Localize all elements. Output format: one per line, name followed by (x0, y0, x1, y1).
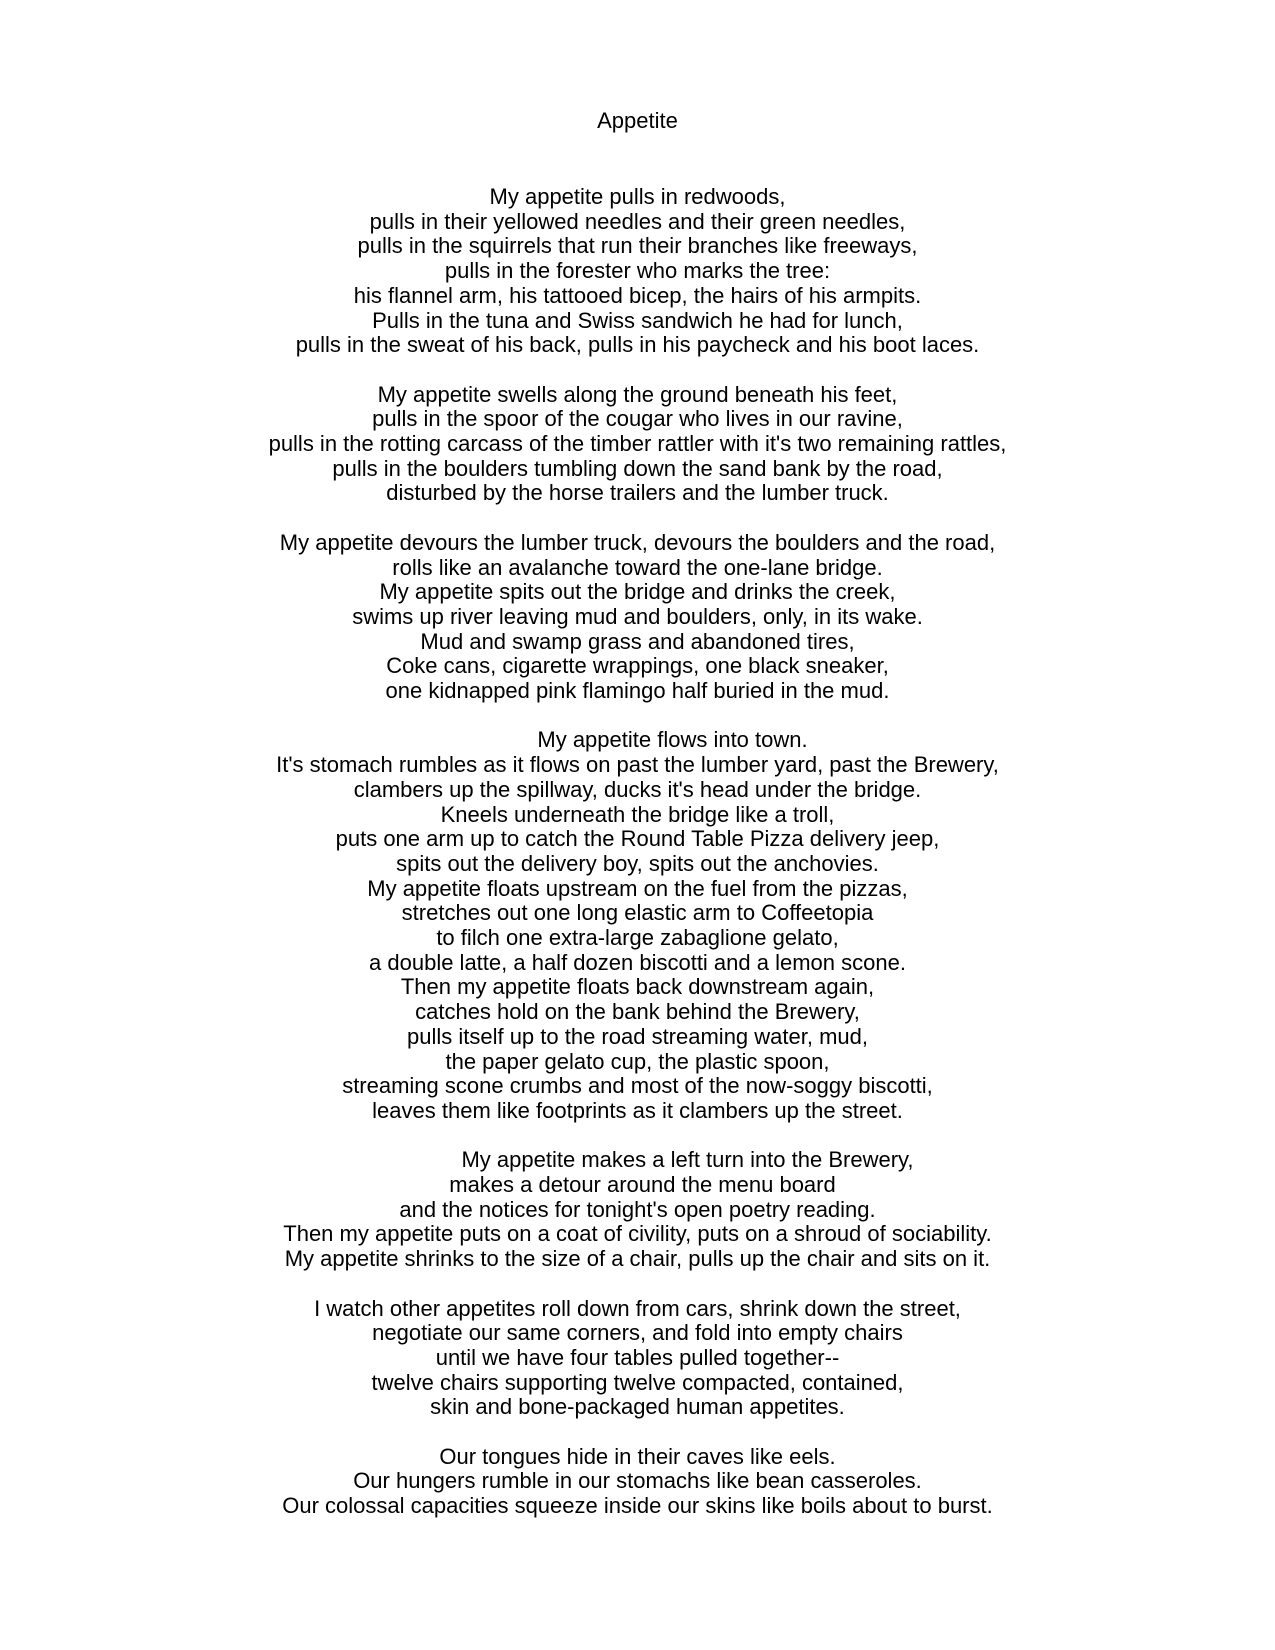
poem-line: pulls itself up to the road streaming water, mud, (406, 1023, 868, 1049)
poem-line: disturbed by the horse trailers and the lumber truck. (386, 480, 889, 506)
poem-line: My appetite shrinks to the size of a chair, pulls up the chair and sits on it. (284, 1246, 991, 1272)
poem-line: My appetite pulls in redwoods, (489, 184, 786, 209)
poem-line: to filch one extra-large zabaglione gelato, (436, 925, 839, 951)
poem-line: catches hold on the bank behind the Brewery, (415, 999, 860, 1025)
poem-title: Appetite (597, 108, 678, 133)
poem-line: swims up river leaving mud and boulders, only, in its wake. (352, 603, 923, 629)
stanza-6 (0, 1297, 1275, 1421)
poem-line: Our colossal capacities squeeze inside our skins like boils about to burst. (282, 1493, 993, 1519)
poem-line: stretches out one long elastic arm to Coffeetopia (401, 900, 874, 926)
poem-line: pulls in the rotting carcass of the timber rattler with it's two remaining rattles, (268, 431, 1007, 457)
poem-line: My appetite makes a left turn into the Brewery, (461, 1147, 914, 1173)
poem-line: the paper gelato cup, the plastic spoon, (445, 1048, 830, 1074)
poem-line: spits out the delivery boy, spits out the anchovies. (396, 850, 879, 876)
poem-line: his flannel arm, his tattooed bicep, the hairs of his armpits. (353, 282, 922, 308)
poem-line: My appetite flows into town. (537, 727, 808, 753)
poem-line: negotiate our same corners, and fold into empty chairs (372, 1320, 903, 1346)
poem-line: puts one arm up to catch the Round Table Pizza delivery jeep, (335, 826, 940, 852)
poem-line: pulls in the squirrels that run their branches like freeways, (357, 233, 918, 259)
poem-line: Our hungers rumble in our stomachs like bean casseroles. (353, 1468, 922, 1494)
stanza-2 (0, 383, 1275, 507)
poem-line: and the notices for tonight's open poetry reading. (399, 1196, 876, 1222)
stanza-4 (0, 728, 1275, 1123)
poem-line: Pulls in the tuna and Swiss sandwich he had for lunch, (372, 307, 903, 333)
poem-line: Then my appetite floats back downstream again, (400, 974, 875, 1000)
poem-line: I watch other appetites roll down from cars, shrink down the street, (314, 1295, 961, 1321)
poem-line: pulls in their yellowed needles and their green needles, (369, 208, 906, 234)
poem-line: My appetite devours the lumber truck, devours the boulders and the road, (279, 529, 996, 555)
poem-line: pulls in the spoor of the cougar who lives in our ravine, (372, 406, 903, 432)
poem-line: rolls like an avalanche toward the one-lane bridge. (392, 554, 883, 580)
poem-line: twelve chairs supporting twelve compacted, contained, (371, 1369, 904, 1395)
poem-line: skin and bone-packaged human appetites. (430, 1394, 845, 1420)
poem-line: My appetite spits out the bridge and drinks the creek, (379, 579, 896, 605)
stanza-3 (0, 531, 1275, 704)
poem-line: leaves them like footprints as it clambers up the street. (372, 1097, 903, 1123)
poem-line: My appetite swells along the ground beneath his feet, (377, 381, 898, 407)
stanza-5 (0, 1148, 1275, 1272)
poem-body (0, 185, 1275, 1519)
poem-line: Kneels underneath the bridge like a troll, (440, 801, 835, 827)
poem-line: Our tongues hide in their caves like eels. (439, 1443, 836, 1469)
poem-line: makes a detour around the menu board (449, 1172, 836, 1198)
stanza-7 (0, 1445, 1275, 1519)
poem-line: pulls in the boulders tumbling down the sand bank by the road, (332, 455, 943, 481)
poem-line: It's stomach rumbles as it flows on past the lumber yard, past the Brewery, (276, 752, 999, 778)
poem-line: a double latte, a half dozen biscotti and a lemon scone. (369, 949, 906, 975)
poem-line: streaming scone crumbs and most of the now-soggy biscotti, (342, 1073, 933, 1099)
poem-line: Then my appetite puts on a coat of civility, puts on a shroud of sociability. (283, 1221, 992, 1247)
poem-line: pulls in the forester who marks the tree: (444, 258, 831, 284)
poem-line: Coke cans, cigarette wrappings, one black sneaker, (386, 653, 889, 679)
poem-line: pulls in the sweat of his back, pulls in his paycheck and his boot laces. (295, 332, 980, 358)
poem-line: Mud and swamp grass and abandoned tires, (420, 628, 855, 654)
stanza-1 (0, 185, 1275, 358)
poem-line: until we have four tables pulled together-- (435, 1344, 840, 1370)
poem-line: My appetite floats upstream on the fuel from the pizzas, (367, 875, 908, 901)
poem-line: one kidnapped pink flamingo half buried in the mud. (385, 678, 890, 704)
poem-line: clambers up the spillway, ducks it's head under the bridge. (353, 776, 922, 802)
